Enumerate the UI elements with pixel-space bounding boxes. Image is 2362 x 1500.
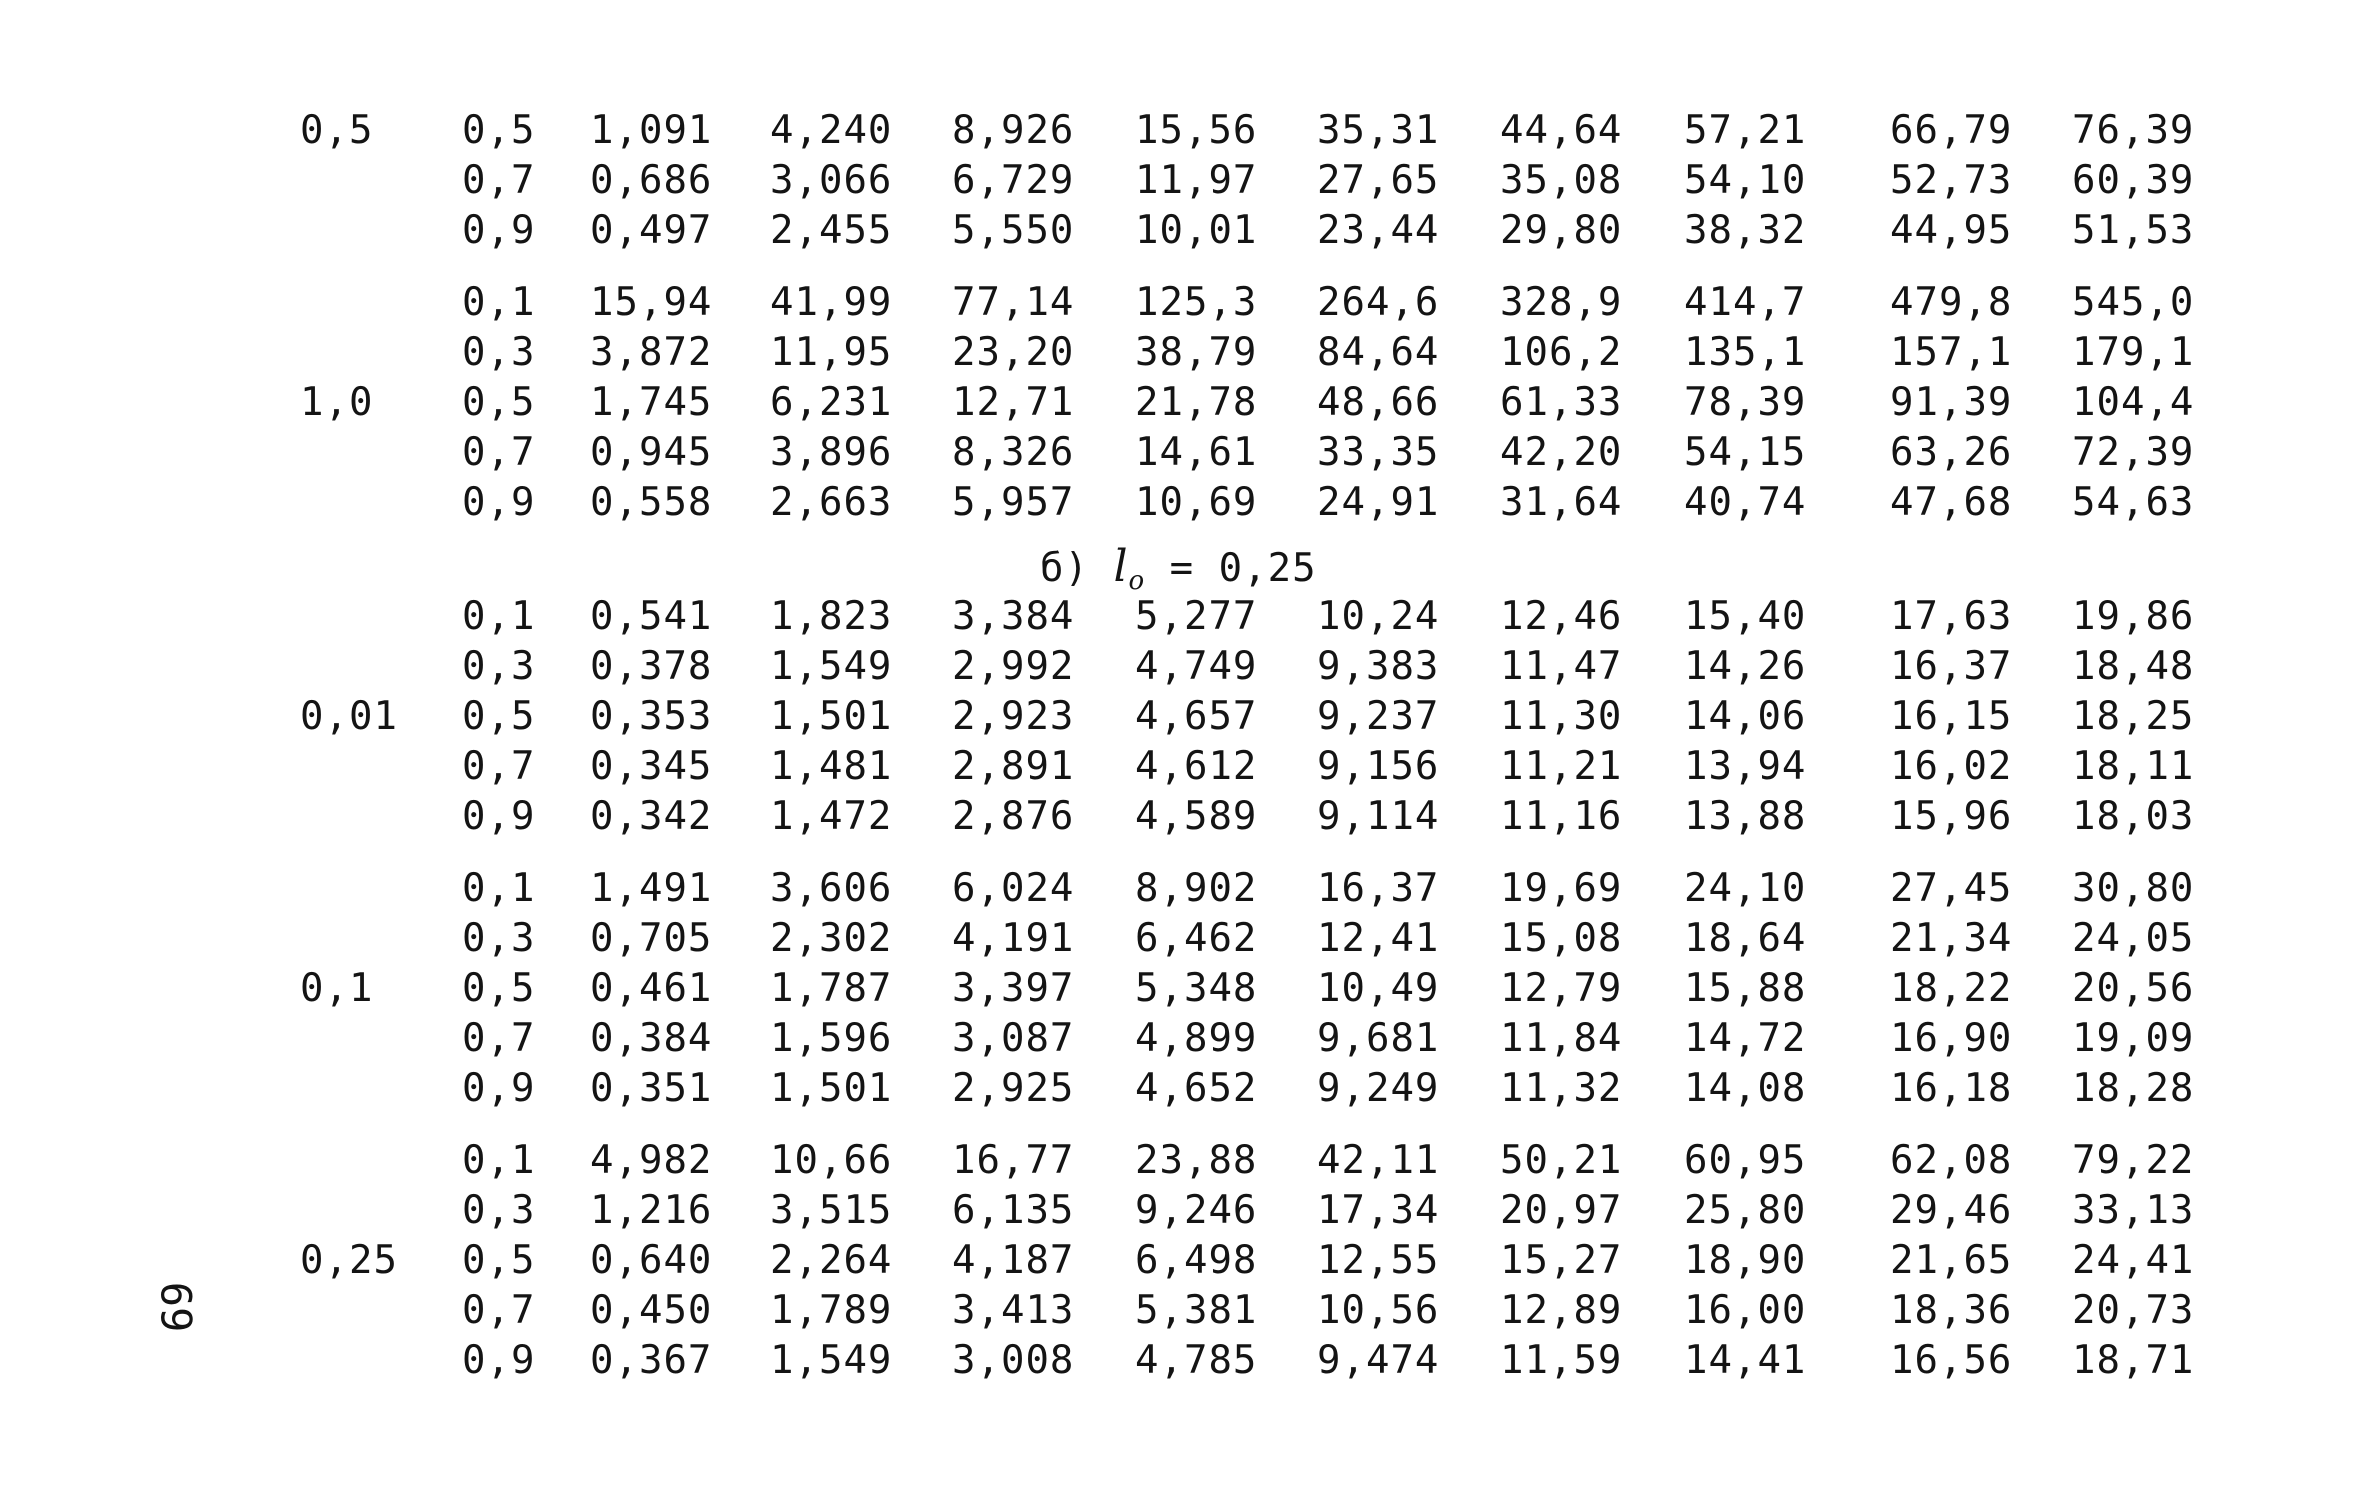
table-cell: 11,47 <box>1500 644 1623 689</box>
table-cell: 0,705 <box>590 916 713 961</box>
table-cell: 19,09 <box>2072 1016 2195 1061</box>
table-cell: 20,73 <box>2072 1288 2195 1333</box>
table-cell: 14,06 <box>1684 694 1807 739</box>
table-cell: 4,589 <box>1135 794 1258 839</box>
table-cell: 19,69 <box>1500 866 1623 911</box>
table-cell: 17,34 <box>1317 1188 1440 1233</box>
table-cell: 9,474 <box>1317 1338 1440 1383</box>
row-parameter: 0,7 <box>462 744 536 789</box>
table-cell: 77,14 <box>952 280 1075 325</box>
table-cell: 14,08 <box>1684 1066 1807 1111</box>
table-cell: 9,237 <box>1317 694 1440 739</box>
table-cell: 1,481 <box>770 744 893 789</box>
page-number: 69 <box>151 1281 201 1333</box>
row-parameter: 0,1 <box>462 1138 536 1183</box>
table-cell: 25,80 <box>1684 1188 1807 1233</box>
table-cell: 545,0 <box>2072 280 2195 325</box>
row-parameter: 0,3 <box>462 916 536 961</box>
table-cell: 106,2 <box>1500 330 1623 375</box>
table-cell: 16,37 <box>1890 644 2013 689</box>
table-cell: 19,86 <box>2072 594 2195 639</box>
table-cell: 125,3 <box>1135 280 1258 325</box>
table-cell: 14,26 <box>1684 644 1807 689</box>
table-cell: 3,384 <box>952 594 1075 639</box>
table-cell: 0,367 <box>590 1338 713 1383</box>
table-cell: 10,69 <box>1135 480 1258 525</box>
table-cell: 20,56 <box>2072 966 2195 1011</box>
table-cell: 42,20 <box>1500 430 1623 475</box>
table-cell: 11,84 <box>1500 1016 1623 1061</box>
table-cell: 42,11 <box>1317 1138 1440 1183</box>
table-cell: 16,77 <box>952 1138 1075 1183</box>
row-parameter: 0,9 <box>462 480 536 525</box>
table-cell: 21,34 <box>1890 916 2013 961</box>
table-cell: 3,008 <box>952 1338 1075 1383</box>
table-cell: 13,88 <box>1684 794 1807 839</box>
table-row <box>0 278 2362 328</box>
row-parameter: 0,5 <box>462 1238 536 1283</box>
table-cell: 5,957 <box>952 480 1075 525</box>
table-cell: 1,491 <box>590 866 713 911</box>
table-cell: 15,94 <box>590 280 713 325</box>
table-cell: 10,24 <box>1317 594 1440 639</box>
table-cell: 50,21 <box>1500 1138 1623 1183</box>
table-cell: 2,992 <box>952 644 1075 689</box>
row-parameter: 0,3 <box>462 1188 536 1233</box>
row-parameter: 0,5 <box>462 694 536 739</box>
table-cell: 23,88 <box>1135 1138 1258 1183</box>
table-cell: 54,15 <box>1684 430 1807 475</box>
table-cell: 2,876 <box>952 794 1075 839</box>
table-cell: 0,541 <box>590 594 713 639</box>
table-row <box>0 156 2362 206</box>
table-cell: 0,686 <box>590 158 713 203</box>
table-cell: 4,612 <box>1135 744 1258 789</box>
group-label: 0,01 <box>300 694 398 739</box>
row-parameter: 0,1 <box>462 594 536 639</box>
table-cell: 0,345 <box>590 744 713 789</box>
table-cell: 11,59 <box>1500 1338 1623 1383</box>
group-label: 0,1 <box>300 966 374 1011</box>
table-cell: 40,74 <box>1684 480 1807 525</box>
table-cell: 33,35 <box>1317 430 1440 475</box>
table-cell: 1,472 <box>770 794 893 839</box>
table-cell: 5,277 <box>1135 594 1258 639</box>
table-cell: 18,25 <box>2072 694 2195 739</box>
table-cell: 0,640 <box>590 1238 713 1283</box>
table-cell: 11,30 <box>1500 694 1623 739</box>
table-cell: 4,899 <box>1135 1016 1258 1061</box>
table-cell: 24,05 <box>2072 916 2195 961</box>
table-cell: 29,80 <box>1500 208 1623 253</box>
table-cell: 3,515 <box>770 1188 893 1233</box>
subtitle-label: б) <box>1040 546 1089 591</box>
row-parameter: 0,7 <box>462 430 536 475</box>
table-row <box>0 1064 2362 1114</box>
table-cell: 11,16 <box>1500 794 1623 839</box>
table-cell: 0,450 <box>590 1288 713 1333</box>
table-cell: 27,45 <box>1890 866 2013 911</box>
table-cell: 0,384 <box>590 1016 713 1061</box>
table-cell: 3,413 <box>952 1288 1075 1333</box>
table-cell: 2,923 <box>952 694 1075 739</box>
table-cell: 1,549 <box>770 644 893 689</box>
table-cell: 57,21 <box>1684 108 1807 153</box>
table-cell: 79,22 <box>2072 1138 2195 1183</box>
table-row <box>0 1186 2362 1236</box>
table-cell: 15,40 <box>1684 594 1807 639</box>
row-parameter: 0,7 <box>462 1288 536 1333</box>
table-cell: 14,41 <box>1684 1338 1807 1383</box>
table-cell: 31,64 <box>1500 480 1623 525</box>
table-cell: 0,945 <box>590 430 713 475</box>
table-cell: 18,03 <box>2072 794 2195 839</box>
table-cell: 3,397 <box>952 966 1075 1011</box>
table-cell: 12,79 <box>1500 966 1623 1011</box>
group-label: 1,0 <box>300 380 374 425</box>
table-cell: 5,381 <box>1135 1288 1258 1333</box>
table-cell: 9,249 <box>1317 1066 1440 1111</box>
table-cell: 17,63 <box>1890 594 2013 639</box>
table-cell: 2,302 <box>770 916 893 961</box>
table-cell: 33,13 <box>2072 1188 2195 1233</box>
table-cell: 41,99 <box>770 280 893 325</box>
table-cell: 16,00 <box>1684 1288 1807 1333</box>
table-cell: 62,08 <box>1890 1138 2013 1183</box>
table-cell: 6,231 <box>770 380 893 425</box>
table-row <box>0 1286 2362 1336</box>
table-cell: 14,61 <box>1135 430 1258 475</box>
table-cell: 52,73 <box>1890 158 2013 203</box>
table-row <box>0 1136 2362 1186</box>
table-cell: 15,88 <box>1684 966 1807 1011</box>
table-cell: 12,89 <box>1500 1288 1623 1333</box>
row-parameter: 0,1 <box>462 866 536 911</box>
table-cell: 328,9 <box>1500 280 1623 325</box>
table-cell: 16,90 <box>1890 1016 2013 1061</box>
table-cell: 27,65 <box>1317 158 1440 203</box>
table-cell: 2,891 <box>952 744 1075 789</box>
table-cell: 18,28 <box>2072 1066 2195 1111</box>
table-row <box>0 864 2362 914</box>
table-cell: 12,71 <box>952 380 1075 425</box>
row-parameter: 0,9 <box>462 208 536 253</box>
table-cell: 11,21 <box>1500 744 1623 789</box>
table-cell: 9,681 <box>1317 1016 1440 1061</box>
table-cell: 54,63 <box>2072 480 2195 525</box>
table-cell: 10,01 <box>1135 208 1258 253</box>
table-cell: 10,49 <box>1317 966 1440 1011</box>
table-row <box>0 1336 2362 1386</box>
table-cell: 6,135 <box>952 1188 1075 1233</box>
table-cell: 47,68 <box>1890 480 2013 525</box>
table-cell: 8,326 <box>952 430 1075 475</box>
table-cell: 4,652 <box>1135 1066 1258 1111</box>
table-cell: 15,56 <box>1135 108 1258 153</box>
row-parameter: 0,7 <box>462 1016 536 1061</box>
group-label: 0,5 <box>300 108 374 153</box>
table-cell: 15,27 <box>1500 1238 1623 1283</box>
table-row <box>0 478 2362 528</box>
table-cell: 1,823 <box>770 594 893 639</box>
table-cell: 12,55 <box>1317 1238 1440 1283</box>
row-parameter: 0,9 <box>462 794 536 839</box>
table-cell: 14,72 <box>1684 1016 1807 1061</box>
table-cell: 1,501 <box>770 1066 893 1111</box>
table-cell: 15,08 <box>1500 916 1623 961</box>
table-cell: 4,187 <box>952 1238 1075 1283</box>
table-cell: 30,80 <box>2072 866 2195 911</box>
table-row <box>0 328 2362 378</box>
table-cell: 21,78 <box>1135 380 1258 425</box>
table-cell: 9,114 <box>1317 794 1440 839</box>
table-cell: 1,549 <box>770 1338 893 1383</box>
table-cell: 24,91 <box>1317 480 1440 525</box>
table-cell: 0,342 <box>590 794 713 839</box>
table-cell: 3,087 <box>952 1016 1075 1061</box>
table-cell: 11,95 <box>770 330 893 375</box>
table-cell: 4,982 <box>590 1138 713 1183</box>
table-cell: 1,745 <box>590 380 713 425</box>
table-cell: 264,6 <box>1317 280 1440 325</box>
table-cell: 1,501 <box>770 694 893 739</box>
table-cell: 2,264 <box>770 1238 893 1283</box>
table-cell: 6,729 <box>952 158 1075 203</box>
table-cell: 20,97 <box>1500 1188 1623 1233</box>
table-cell: 1,091 <box>590 108 713 153</box>
table-cell: 9,246 <box>1135 1188 1258 1233</box>
table-cell: 2,925 <box>952 1066 1075 1111</box>
table-cell: 3,606 <box>770 866 893 911</box>
row-parameter: 0,9 <box>462 1338 536 1383</box>
subtitle-subscript: o <box>1128 566 1146 596</box>
table-cell: 48,66 <box>1317 380 1440 425</box>
table-cell: 23,20 <box>952 330 1075 375</box>
table-row <box>0 1014 2362 1064</box>
group-label: 0,25 <box>300 1238 398 1283</box>
row-parameter: 0,5 <box>462 108 536 153</box>
table-cell: 2,663 <box>770 480 893 525</box>
table-row <box>0 206 2362 256</box>
table-cell: 23,44 <box>1317 208 1440 253</box>
table-cell: 12,41 <box>1317 916 1440 961</box>
table-cell: 16,37 <box>1317 866 1440 911</box>
table-cell: 10,66 <box>770 1138 893 1183</box>
table-cell: 0,497 <box>590 208 713 253</box>
table-cell: 72,39 <box>2072 430 2195 475</box>
table-cell: 91,39 <box>1890 380 2013 425</box>
table-cell: 29,46 <box>1890 1188 2013 1233</box>
table-cell: 18,36 <box>1890 1288 2013 1333</box>
table-cell: 18,64 <box>1684 916 1807 961</box>
table-cell: 0,558 <box>590 480 713 525</box>
table-cell: 5,348 <box>1135 966 1258 1011</box>
table-cell: 21,65 <box>1890 1238 2013 1283</box>
table-cell: 11,32 <box>1500 1066 1623 1111</box>
table-cell: 10,56 <box>1317 1288 1440 1333</box>
table-cell: 5,550 <box>952 208 1075 253</box>
table-cell: 135,1 <box>1684 330 1807 375</box>
table-row <box>0 742 2362 792</box>
table-cell: 0,461 <box>590 966 713 1011</box>
subtitle-symbol: l <box>1113 541 1129 592</box>
table-cell: 18,48 <box>2072 644 2195 689</box>
table-cell: 15,96 <box>1890 794 2013 839</box>
table-row <box>0 428 2362 478</box>
table-cell: 104,4 <box>2072 380 2195 425</box>
table-cell: 61,33 <box>1500 380 1623 425</box>
table-cell: 0,351 <box>590 1066 713 1111</box>
table-cell: 18,11 <box>2072 744 2195 789</box>
table-cell: 63,26 <box>1890 430 2013 475</box>
table-cell: 8,902 <box>1135 866 1258 911</box>
table-cell: 16,02 <box>1890 744 2013 789</box>
table-cell: 4,240 <box>770 108 893 153</box>
table-cell: 4,749 <box>1135 644 1258 689</box>
table-cell: 1,216 <box>590 1188 713 1233</box>
row-parameter: 0,1 <box>462 280 536 325</box>
table-cell: 9,156 <box>1317 744 1440 789</box>
table-cell: 2,455 <box>770 208 893 253</box>
table-cell: 157,1 <box>1890 330 2013 375</box>
table-cell: 3,066 <box>770 158 893 203</box>
table-cell: 16,56 <box>1890 1338 2013 1383</box>
table-cell: 13,94 <box>1684 744 1807 789</box>
table-cell: 44,95 <box>1890 208 2013 253</box>
row-parameter: 0,5 <box>462 966 536 1011</box>
table-cell: 60,39 <box>2072 158 2195 203</box>
row-parameter: 0,3 <box>462 644 536 689</box>
row-parameter: 0,3 <box>462 330 536 375</box>
table-cell: 54,10 <box>1684 158 1807 203</box>
table-cell: 9,383 <box>1317 644 1440 689</box>
table-cell: 3,896 <box>770 430 893 475</box>
table-cell: 179,1 <box>2072 330 2195 375</box>
table-cell: 4,657 <box>1135 694 1258 739</box>
table-cell: 4,191 <box>952 916 1075 961</box>
table-cell: 16,15 <box>1890 694 2013 739</box>
row-parameter: 0,7 <box>462 158 536 203</box>
table-row <box>0 914 2362 964</box>
table-cell: 84,64 <box>1317 330 1440 375</box>
table-cell: 414,7 <box>1684 280 1807 325</box>
table-cell: 0,353 <box>590 694 713 739</box>
table-cell: 35,08 <box>1500 158 1623 203</box>
row-parameter: 0,5 <box>462 380 536 425</box>
table-cell: 6,498 <box>1135 1238 1258 1283</box>
table-cell: 51,53 <box>2072 208 2195 253</box>
table-row <box>0 792 2362 842</box>
table-cell: 6,462 <box>1135 916 1258 961</box>
table-cell: 3,872 <box>590 330 713 375</box>
table-cell: 18,90 <box>1684 1238 1807 1283</box>
table-cell: 44,64 <box>1500 108 1623 153</box>
row-parameter: 0,9 <box>462 1066 536 1111</box>
table-cell: 12,46 <box>1500 594 1623 639</box>
table-cell: 78,39 <box>1684 380 1807 425</box>
table-cell: 35,31 <box>1317 108 1440 153</box>
table-cell: 6,024 <box>952 866 1075 911</box>
table-cell: 66,79 <box>1890 108 2013 153</box>
table-cell: 479,8 <box>1890 280 2013 325</box>
table-cell: 18,71 <box>2072 1338 2195 1383</box>
table-cell: 24,10 <box>1684 866 1807 911</box>
table-cell: 16,18 <box>1890 1066 2013 1111</box>
table-cell: 38,32 <box>1684 208 1807 253</box>
table-cell: 76,39 <box>2072 108 2195 153</box>
table-row <box>0 592 2362 642</box>
table-cell: 11,97 <box>1135 158 1258 203</box>
table-cell: 8,926 <box>952 108 1075 153</box>
table-cell: 18,22 <box>1890 966 2013 1011</box>
table-cell: 1,787 <box>770 966 893 1011</box>
table-cell: 0,378 <box>590 644 713 689</box>
table-cell: 38,79 <box>1135 330 1258 375</box>
table-cell: 1,596 <box>770 1016 893 1061</box>
table-cell: 60,95 <box>1684 1138 1807 1183</box>
table-cell: 1,789 <box>770 1288 893 1333</box>
table-row <box>0 642 2362 692</box>
table-cell: 24,41 <box>2072 1238 2195 1283</box>
table-cell: 4,785 <box>1135 1338 1258 1383</box>
subtitle-value: = 0,25 <box>1169 546 1317 591</box>
